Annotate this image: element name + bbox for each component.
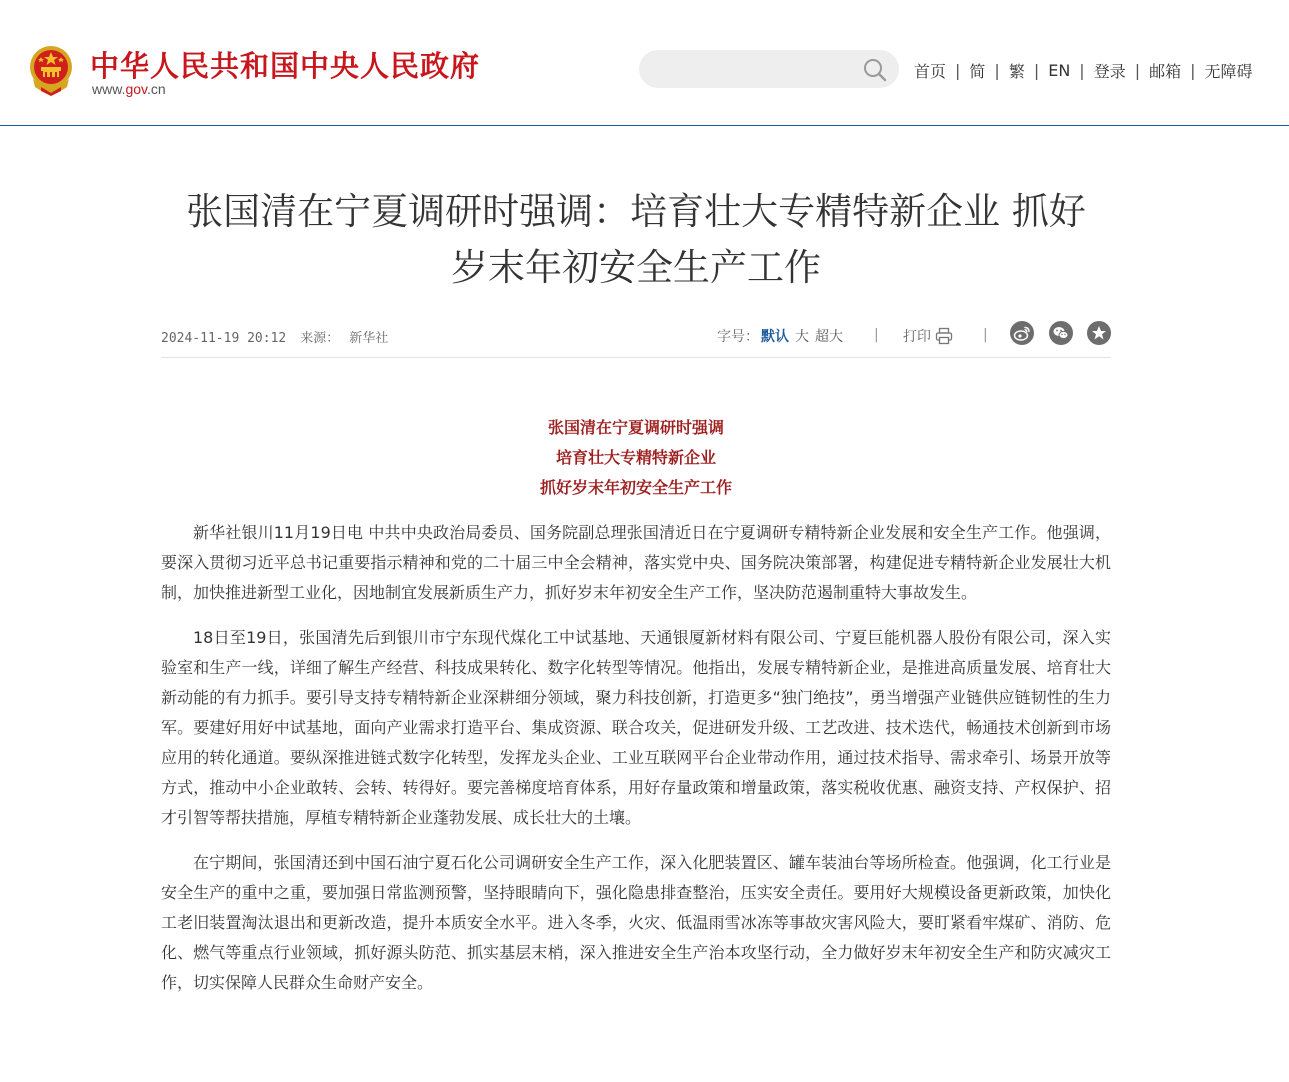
- nav-home-link[interactable]: 首页: [914, 61, 947, 81]
- wechat-icon: [1049, 321, 1073, 345]
- article-body: [161, 518, 1111, 1013]
- weibo-icon: [1010, 321, 1034, 345]
- favorite-share-button[interactable]: [1087, 321, 1111, 345]
- nav-separator: |: [1190, 60, 1196, 80]
- nav-mail-link[interactable]: 邮箱: [1149, 61, 1182, 81]
- body-paragraph-1: 新华社银川11月19日电 中共中央政治局委员、国务院副总理张国清近日在宁夏调研专精特新企业发展和安全生产工作。他强调，要深入贯彻习近平总书记重要指示精神和党的二十届三中全会精神，落实党中央、国务院决策部署，构建促进专精特新企业发展壮大机制，加快推进新型工业化，因地制宜发展新质生产力，抓好岁末年初安全生产工作，坚决防范遏制重特大事故发生。: [161, 523, 1111, 602]
- source-name: 新华社: [349, 331, 389, 346]
- national-emblem-icon[interactable]: [27, 43, 75, 97]
- nav-traditional-link[interactable]: 繁: [1008, 61, 1025, 81]
- article-title-line-2: 岁末年初安全生产工作: [451, 246, 821, 289]
- site-url[interactable]: [92, 81, 166, 97]
- nav-accessibility-link[interactable]: 无障碍: [1204, 61, 1253, 81]
- print-button[interactable]: [903, 326, 953, 346]
- meta-divider: |: [983, 327, 988, 343]
- search-input[interactable]: [657, 59, 857, 79]
- nav-simplified-link[interactable]: 简: [969, 61, 986, 81]
- font-size-xlarge-option[interactable]: 超大: [815, 329, 843, 345]
- subheading-line-2: 培育壮大专精特新企业: [555, 448, 716, 467]
- subheading-line-1: 张国清在宁夏调研时强调: [547, 418, 724, 437]
- nav-separator: |: [1079, 60, 1085, 80]
- nav-login-link[interactable]: 登录: [1093, 61, 1126, 81]
- font-size-label: 字号：: [717, 329, 759, 345]
- site-header: [0, 0, 1289, 126]
- print-label: 打印: [903, 329, 931, 345]
- article-title: [161, 184, 1111, 296]
- top-navigation: [914, 59, 1253, 81]
- font-size-large-option[interactable]: 大: [795, 329, 809, 345]
- site-url-prefix: www.: [92, 81, 126, 97]
- font-size-default-option[interactable]: 默认: [761, 329, 789, 345]
- nav-separator: |: [1134, 60, 1141, 80]
- source-label: 来源：: [300, 331, 340, 346]
- article-meta-info: [161, 327, 388, 346]
- publish-date: 2024-11-19 20:12: [161, 331, 287, 346]
- site-url-gov: gov: [125, 81, 147, 97]
- nav-separator: |: [994, 60, 1000, 80]
- site-name[interactable]: 中华人民共和国中央人民政府: [90, 49, 481, 83]
- article-meta-bar: [161, 318, 1111, 358]
- nav-separator: |: [1033, 60, 1040, 80]
- meta-divider: |: [874, 327, 879, 343]
- body-paragraph-3: 在宁期间，张国清还到中国石油宁夏石化公司调研安全生产工作，深入化肥装置区、罐车装油台等场所检查。他强调，化工行业是安全生产的重中之重，要加强日常监测预警，坚持眼睛向下，强化隐患排查整治，压实安全责任。要用好大规模设备更新政策，加快化工老旧装置淘汰退出和更新改造，提升本质安全水平。进入冬季，火灾、低温雨雪冰冻等事故灾害风险大，要盯紧看牢煤矿、消防、危化、燃气等重点行业领域，抓好源头防范、抓实基层末梢，深入推进安全生产治本攻坚行动，全力做好岁末年初安全生产和防灾减灾工作，切实保障人民群众生命财产安全。: [161, 853, 1111, 992]
- body-paragraph-2: 18日至19日，张国清先后到银川市宁东现代煤化工中试基地、天通银厦新材料有限公司、宁夏巨能机器人股份有限公司，深入实验室和生产一线，详细了解生产经营、科技成果转化、数字化转型等情况。他指出，发展专精特新企业，是推进高质量发展、培育壮大新动能的有力抓手。要引导支持专精特新企业深耕细分领域，聚力科技创新，打造更多“独门绝技”，勇当增强产业链供应链韧性的生力军。要建好用好中试基地，面向产业需求打造平台、集成资源、联合攻关，促进研发升级、工艺改进、技术迭代，畅通技术创新到市场应用的转化通道。要纵深推进链式数字化转型，发挥龙头企业、工业互联网平台企业带动作用，通过技术指导、需求牵引、场景开放等方式，推动中小企业敢转、会转、转得好。要完善梯度培育体系，用好存量政策和增量政策，落实税收优惠、融资支持、产权保护、招才引智等帮扶措施，厚植专精特新企业蓬勃发展、成长壮大的土壤。: [161, 628, 1111, 827]
- site-url-suffix: .cn: [147, 81, 166, 97]
- subheading-line-3: 抓好岁末年初安全生产工作: [539, 478, 732, 497]
- search-icon[interactable]: [863, 58, 887, 82]
- favorite-icon: [1087, 321, 1111, 345]
- nav-separator: |: [955, 60, 961, 80]
- nav-english-link[interactable]: EN: [1048, 60, 1071, 80]
- article-title-line-1: 张国清在宁夏调研时强调：培育壮大专精特新企业 抓好: [186, 190, 1086, 233]
- weibo-share-button[interactable]: [1010, 321, 1034, 345]
- font-size-selector: [717, 326, 843, 346]
- wechat-share-button[interactable]: [1049, 321, 1073, 345]
- printer-icon: [935, 327, 953, 345]
- search-box: [639, 50, 899, 88]
- article-subheadings: [161, 413, 1111, 503]
